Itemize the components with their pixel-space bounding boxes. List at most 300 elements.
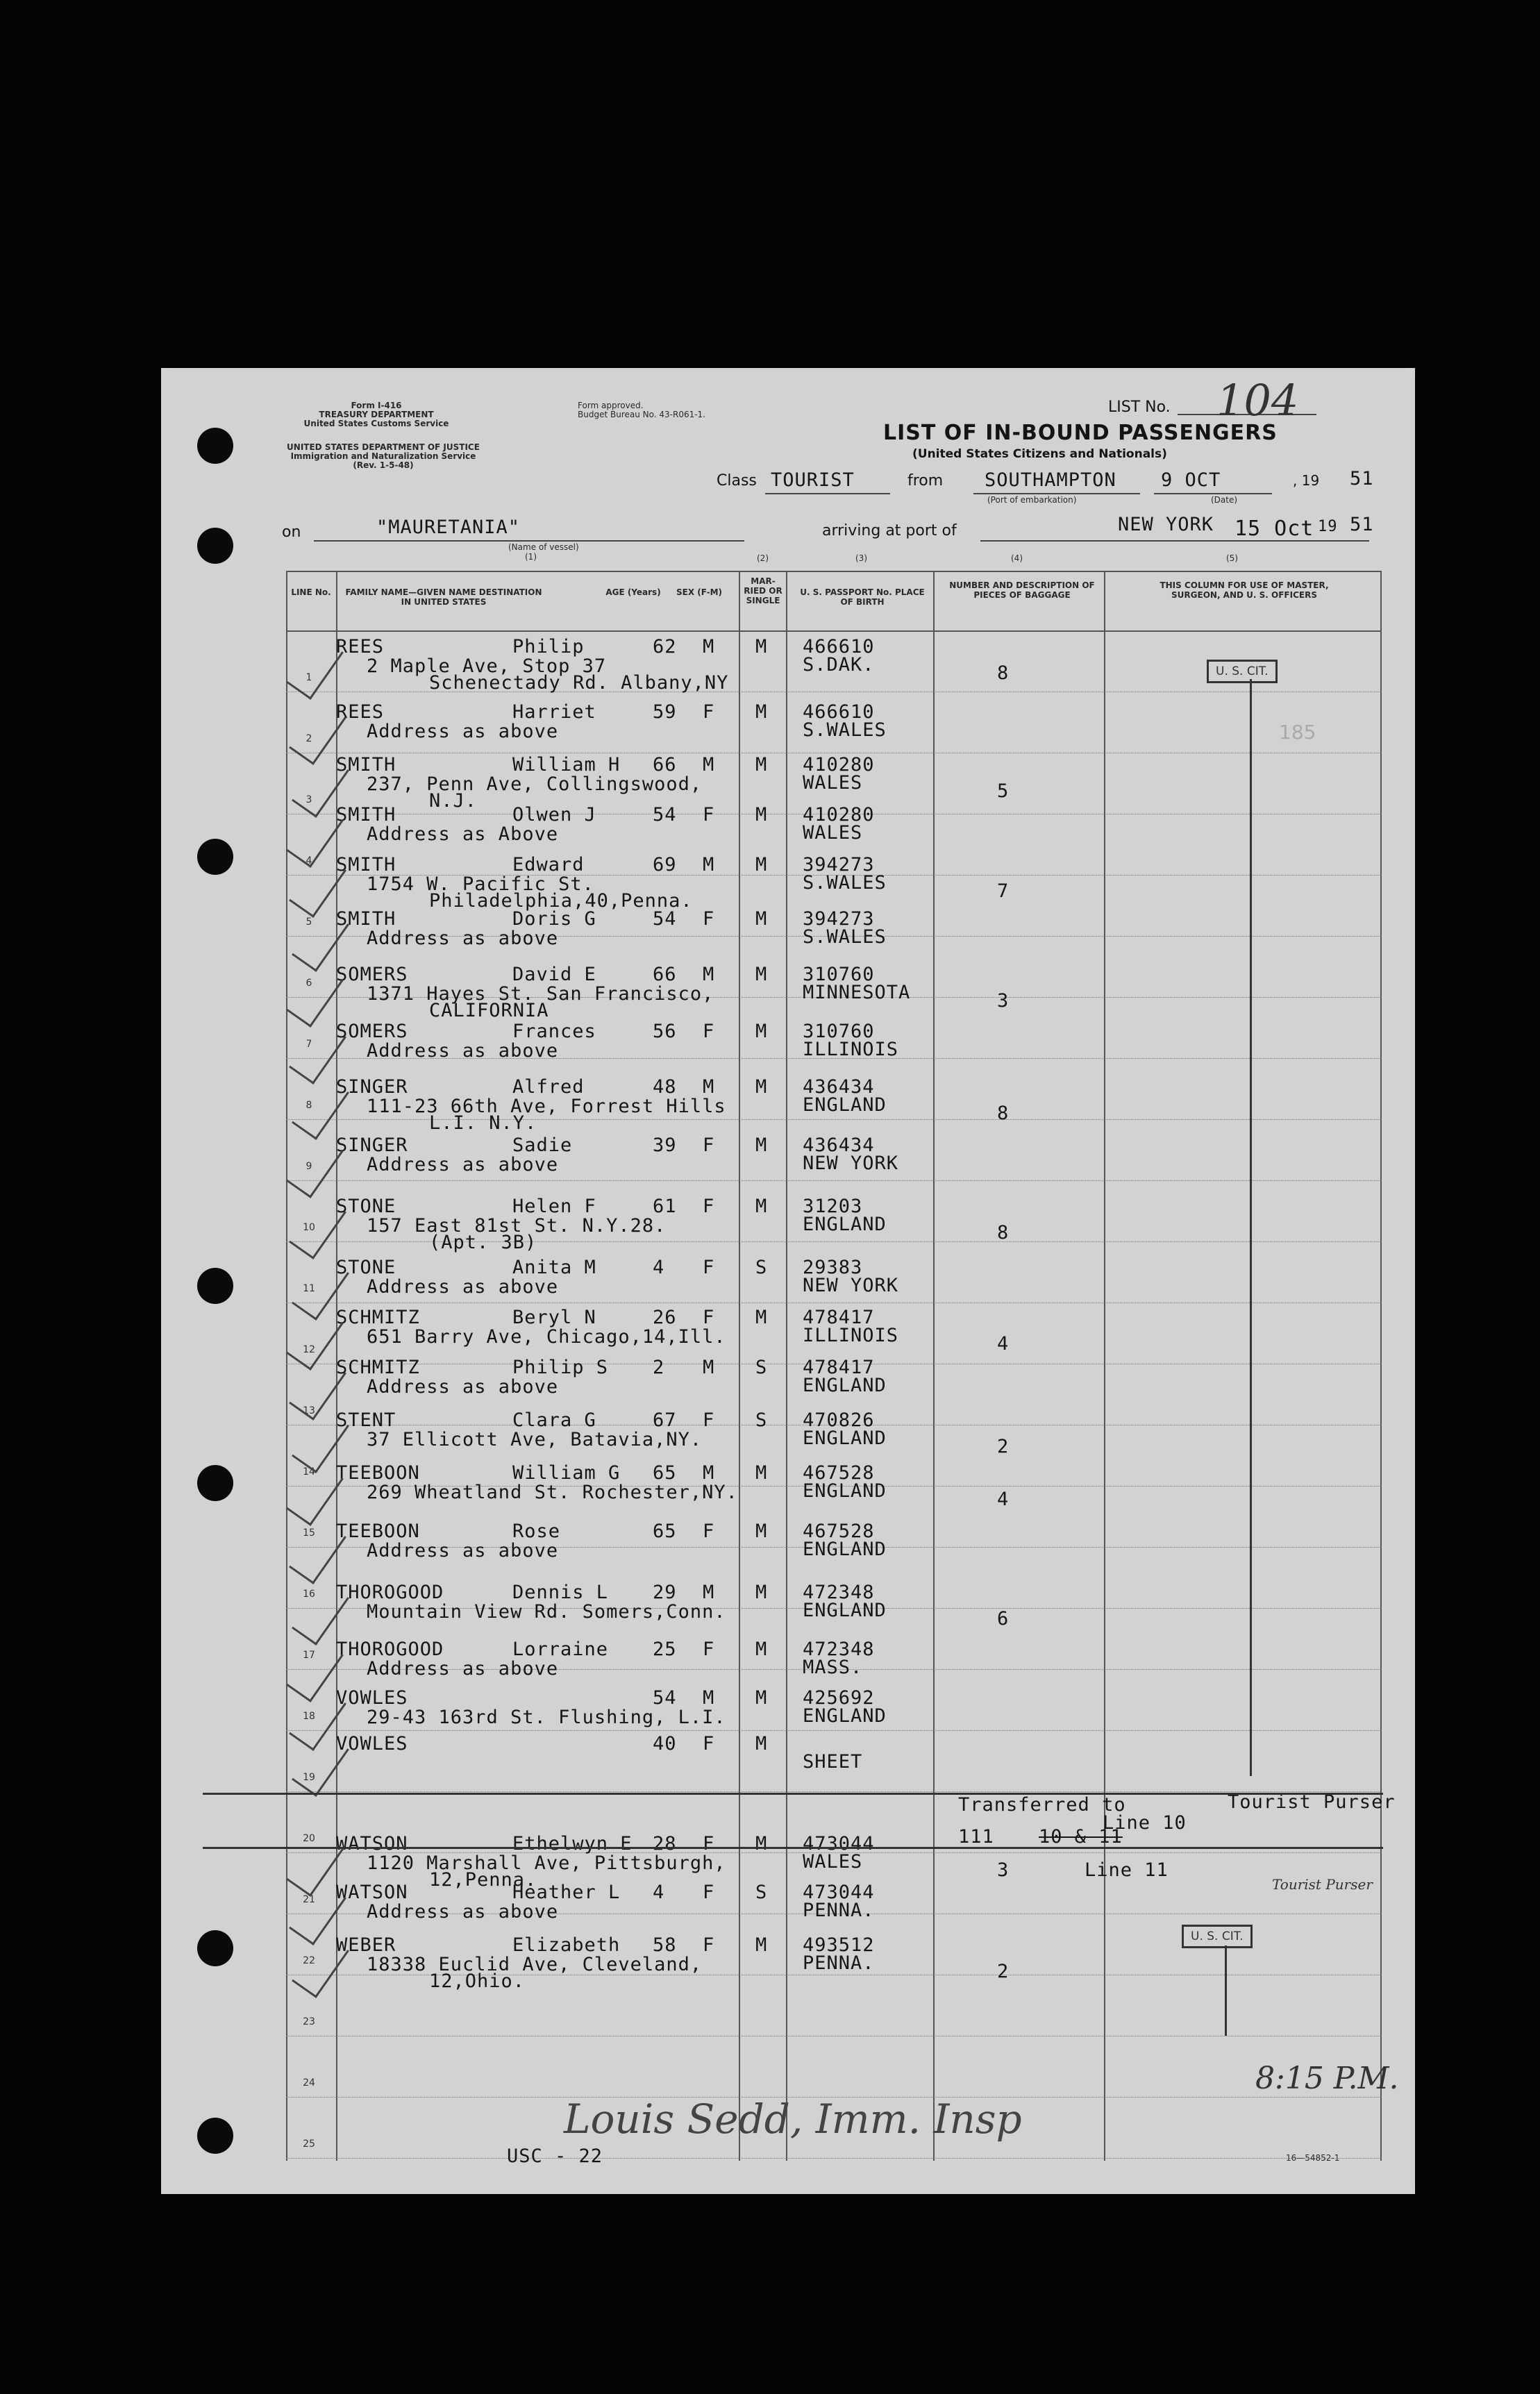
- passenger-sex: F: [703, 1307, 715, 1328]
- passenger-family-name: REES: [336, 701, 385, 723]
- passenger-sex: M: [703, 754, 715, 776]
- passenger-sex: F: [703, 1833, 715, 1855]
- passenger-marital-status: S: [755, 1882, 768, 1903]
- line-number: 21: [303, 1894, 315, 1905]
- passenger-sex: F: [703, 804, 715, 826]
- check-mark-icon: [286, 635, 344, 700]
- passenger-sex: M: [703, 964, 715, 985]
- passenger-age: 28: [653, 1833, 677, 1855]
- passport-number: 467528: [803, 1521, 875, 1542]
- passenger-given-name: Doris G: [512, 908, 596, 930]
- baggage-count: 8: [997, 662, 1010, 684]
- line-number: 15: [303, 1527, 315, 1539]
- place-of-birth: S.WALES: [803, 719, 887, 741]
- faint-number: 185: [1279, 721, 1316, 744]
- place-of-birth: PENNA.: [803, 1952, 875, 1974]
- passenger-age: 59: [653, 701, 677, 723]
- passenger-given-name: Helen F: [512, 1196, 596, 1217]
- passenger-sex: F: [703, 1135, 715, 1156]
- passenger-marital-status: M: [755, 1076, 768, 1098]
- col-header-baggage: NUMBER AND DESCRIPTION OF PIECES OF BAGGAGE: [949, 580, 1095, 600]
- row-divider: [286, 2158, 1382, 2159]
- passenger-family-name: TEEBOON: [336, 1521, 420, 1542]
- destination-address: 1120 Marshall Ave, Pittsburgh,: [367, 1852, 726, 1874]
- destination-address-line2: N.J.: [429, 790, 478, 812]
- transfer-purser: Tourist Purser: [1228, 1791, 1396, 1813]
- passenger-given-name: Harriet: [512, 701, 596, 723]
- arrival-year-prefix: 19: [1318, 518, 1338, 535]
- us-citizen-stamp: U. S. CIT.: [1207, 660, 1278, 683]
- punch-hole: [197, 1930, 233, 1966]
- passenger-age: 58: [653, 1934, 677, 1956]
- from-label: from: [907, 472, 944, 489]
- line-number: 16: [303, 1589, 315, 1600]
- us-citizen-stamp: U. S. CIT.: [1182, 1925, 1253, 1948]
- destination-address-line2: Schenectady Rd. Albany,NY: [429, 672, 729, 694]
- passenger-marital-status: M: [755, 701, 768, 723]
- passenger-given-name: William G: [512, 1462, 621, 1484]
- stamp-bracket-line: [1225, 1945, 1227, 2036]
- baggage-count: 8: [997, 1103, 1010, 1124]
- passenger-marital-status: M: [755, 908, 768, 930]
- line-number: 7: [306, 1039, 312, 1050]
- passenger-sex: F: [703, 1021, 715, 1042]
- baggage-count: 5: [997, 780, 1010, 802]
- arrival-date: 15 Oct: [1234, 517, 1314, 541]
- port-of-embarkation: SOUTHAMPTON: [985, 469, 1116, 491]
- passenger-sex: M: [703, 1076, 715, 1098]
- port-caption: (Port of embarkation): [987, 495, 1077, 505]
- class-label: Class: [717, 472, 757, 489]
- line-number: 10: [303, 1222, 315, 1233]
- passenger-family-name: SINGER: [336, 1076, 408, 1098]
- passport-number: 473044: [803, 1882, 875, 1903]
- passenger-family-name: SOMERS: [336, 964, 408, 985]
- line-number: 17: [303, 1650, 315, 1661]
- place-of-birth: MASS.: [803, 1657, 863, 1678]
- passport-number: 394273: [803, 908, 875, 930]
- line-number: 20: [303, 1833, 315, 1844]
- col-header-officers: THIS COLUMN FOR USE OF MASTER, SURGEON, AND U. S. OFFICERS: [1160, 580, 1329, 600]
- line-number: 3: [306, 794, 312, 805]
- passenger-sex: F: [703, 908, 715, 930]
- place-of-birth: ENGLAND: [803, 1539, 887, 1560]
- passenger-given-name: Sadie: [512, 1135, 573, 1156]
- date-caption: (Date): [1211, 495, 1238, 505]
- passenger-age: 54: [653, 908, 677, 930]
- passenger-age: 4: [653, 1257, 665, 1278]
- page-title: LIST OF IN-BOUND PASSENGERS: [883, 421, 1278, 445]
- passenger-given-name: Clara G: [512, 1409, 596, 1431]
- baggage-count: 2: [997, 1436, 1010, 1457]
- passport-number: 310760: [803, 964, 875, 985]
- transfer-line11: Line 11: [1085, 1859, 1169, 1881]
- page-subtitle: (United States Citizens and Nationals): [912, 447, 1167, 461]
- passenger-marital-status: M: [755, 1135, 768, 1156]
- col-header-age: AGE (Years): [605, 587, 661, 597]
- passenger-marital-status: M: [755, 1833, 768, 1855]
- passenger-sex: F: [703, 1409, 715, 1431]
- passenger-age: 39: [653, 1135, 677, 1156]
- destination-address: Address as above: [367, 1540, 559, 1562]
- place-of-birth: WALES: [803, 772, 863, 794]
- destination-address: Address as above: [367, 1276, 559, 1298]
- manifest-page: [161, 368, 1415, 2194]
- destination-address-line2: CALIFORNIA: [429, 1000, 549, 1021]
- passenger-age: 65: [653, 1521, 677, 1542]
- destination-address-line2: L.I. N.Y.: [429, 1112, 537, 1134]
- place-of-birth: WALES: [803, 822, 863, 844]
- passenger-sex: F: [703, 1639, 715, 1660]
- passenger-marital-status: S: [755, 1257, 768, 1278]
- passenger-given-name: Philip: [512, 636, 585, 658]
- justice-block: UNITED STATES DEPARTMENT OF JUSTICE Immigration and Naturalization Service (Rev. 1-5-48): [287, 442, 480, 470]
- inspector-signature: Louis Sedd, Imm. Insp: [564, 2095, 1022, 2143]
- passenger-marital-status: M: [755, 804, 768, 826]
- passenger-age: 66: [653, 754, 677, 776]
- line-number: 6: [306, 978, 312, 989]
- transfer-text: Transferred to: [958, 1794, 1126, 1816]
- destination-address: 237, Penn Ave, Collingswood,: [367, 773, 703, 795]
- place-of-birth: MINNESOTA: [803, 982, 911, 1003]
- passenger-family-name: SOMERS: [336, 1021, 408, 1042]
- place-of-birth: PENNA.: [803, 1900, 875, 1921]
- passenger-sex: F: [703, 1934, 715, 1956]
- punch-hole: [197, 528, 233, 564]
- passenger-sex: M: [703, 1582, 715, 1603]
- passenger-sex: M: [703, 854, 715, 876]
- destination-address-line2: (Apt. 3B): [429, 1232, 537, 1253]
- passport-number: 472348: [803, 1582, 875, 1603]
- passenger-given-name: Alfred: [512, 1076, 585, 1098]
- baggage-count: 3: [997, 990, 1010, 1012]
- destination-address: Mountain View Rd. Somers,Conn.: [367, 1601, 726, 1623]
- strike-line: [203, 1793, 1383, 1795]
- passenger-marital-status: M: [755, 636, 768, 658]
- passenger-age: 48: [653, 1076, 677, 1098]
- passenger-marital-status: M: [755, 1462, 768, 1484]
- punch-hole: [197, 428, 233, 464]
- passenger-marital-status: M: [755, 754, 768, 776]
- destination-address: 37 Ellicott Ave, Batavia,NY.: [367, 1429, 703, 1450]
- col-header-married: MAR-RIED OR SINGLE: [744, 576, 782, 605]
- row-divider: [286, 1730, 1382, 1731]
- passenger-age: 65: [653, 1462, 677, 1484]
- destination-address: 269 Wheatland St. Rochester,NY.: [367, 1482, 738, 1503]
- baggage-count: 4: [997, 1489, 1010, 1510]
- passenger-family-name: THOROGOOD: [336, 1639, 444, 1660]
- print-code: 16—54852-1: [1286, 2153, 1340, 2163]
- passport-number: 466610: [803, 636, 875, 658]
- destination-address: 1371 Hayes St. San Francisco,: [367, 983, 714, 1005]
- destination-address: 651 Barry Ave, Chicago,14,Ill.: [367, 1326, 726, 1348]
- passenger-family-name: WATSON: [336, 1833, 408, 1855]
- passport-number: 29383: [803, 1257, 863, 1278]
- passenger-marital-status: S: [755, 1357, 768, 1378]
- passenger-marital-status: M: [755, 1196, 768, 1217]
- line-number: 24: [303, 2077, 315, 2089]
- passenger-marital-status: M: [755, 1687, 768, 1709]
- passenger-sex: M: [703, 636, 715, 658]
- embark-year: 51: [1350, 468, 1374, 489]
- destination-address: 29-43 163rd St. Flushing, L.I.: [367, 1707, 726, 1728]
- line-number: 1: [306, 672, 312, 683]
- transfer-hand-note: Tourist Purser: [1272, 1876, 1373, 1893]
- passenger-sex: F: [703, 1882, 715, 1903]
- punch-hole: [197, 1465, 233, 1501]
- vessel-name: "MAURETANIA": [376, 517, 521, 538]
- passenger-marital-status: M: [755, 1521, 768, 1542]
- on-label: on: [282, 524, 301, 541]
- check-mark-icon: [286, 963, 344, 1028]
- passenger-given-name: Philip S: [512, 1357, 609, 1378]
- passenger-marital-status: M: [755, 1307, 768, 1328]
- colnum-2: (2): [757, 553, 769, 563]
- row-divider: [286, 1791, 1382, 1792]
- approval-block: Form approved. Budget Bureau No. 43-R061-1.: [578, 401, 705, 419]
- passenger-marital-status: M: [755, 1934, 768, 1956]
- passport-number: 470826: [803, 1409, 875, 1431]
- passenger-age: 62: [653, 636, 677, 658]
- passenger-age: 26: [653, 1307, 677, 1328]
- passport-number: 436434: [803, 1076, 875, 1098]
- place-of-birth: ILLINOIS: [803, 1325, 899, 1346]
- passenger-sex: F: [703, 1521, 715, 1542]
- passenger-given-name: Olwen J: [512, 804, 596, 826]
- place-of-birth: WALES: [803, 1851, 863, 1873]
- passenger-marital-status: M: [755, 1733, 768, 1755]
- check-mark-icon: [286, 1638, 344, 1702]
- passport-number: 478417: [803, 1307, 875, 1328]
- line-number: 5: [306, 916, 312, 928]
- destination-address: Address as above: [367, 721, 559, 742]
- passport-number: 472348: [803, 1639, 875, 1660]
- footer-code: USC - 22: [507, 2145, 603, 2167]
- destination-address: Address as above: [367, 1376, 559, 1398]
- destination-address: Address as above: [367, 1040, 559, 1062]
- place-of-birth: ENGLAND: [803, 1705, 887, 1727]
- place-of-birth: NEW YORK: [803, 1153, 899, 1174]
- passenger-sex: F: [703, 1733, 715, 1755]
- transfer-number: 111: [958, 1826, 994, 1848]
- passenger-sex: M: [703, 1462, 715, 1484]
- place-of-birth: ENGLAND: [803, 1428, 887, 1449]
- place-of-birth: ENGLAND: [803, 1094, 887, 1116]
- baggage-count: 4: [997, 1333, 1010, 1355]
- passport-number: 436434: [803, 1135, 875, 1156]
- place-of-birth: NEW YORK: [803, 1275, 899, 1296]
- passenger-marital-status: S: [755, 1409, 768, 1431]
- stamp-bracket-line: [1250, 679, 1252, 1776]
- destination-address: 2 Maple Ave, Stop 37: [367, 655, 607, 677]
- passenger-family-name: STONE: [336, 1257, 396, 1278]
- passenger-family-name: STENT: [336, 1409, 396, 1431]
- class-value: TOURIST: [771, 469, 855, 491]
- passport-number: 493512: [803, 1934, 875, 1956]
- passenger-given-name: Ethelwyn E: [512, 1833, 633, 1855]
- passenger-given-name: David E: [512, 964, 596, 985]
- passport-number: 473044: [803, 1833, 875, 1855]
- passenger-age: 67: [653, 1409, 677, 1431]
- passenger-family-name: SCHMITZ: [336, 1307, 420, 1328]
- destination-address: 157 East 81st St. N.Y.28.: [367, 1215, 667, 1237]
- line-number: 12: [303, 1344, 315, 1355]
- colnum-5: (5): [1226, 553, 1238, 563]
- passenger-given-name: Frances: [512, 1021, 596, 1042]
- destination-address: Address as above: [367, 1658, 559, 1680]
- passenger-family-name: WEBER: [336, 1934, 396, 1956]
- place-of-birth: ILLINOIS: [803, 1039, 899, 1060]
- line-number: 23: [303, 2016, 315, 2027]
- passenger-given-name: Elizabeth: [512, 1934, 621, 1956]
- passport-number: 410280: [803, 804, 875, 826]
- passenger-marital-status: M: [755, 1582, 768, 1603]
- embark-date: 9 OCT: [1161, 469, 1221, 491]
- arriving-label: arriving at port of: [822, 522, 957, 539]
- destination-address-line2: 12,Penna.: [429, 1869, 537, 1891]
- line-number: 11: [303, 1283, 315, 1294]
- passenger-given-name: Anita M: [512, 1257, 596, 1278]
- passenger-family-name: SMITH: [336, 754, 396, 776]
- year-prefix: , 19: [1293, 472, 1320, 489]
- passenger-given-name: Heather L: [512, 1882, 621, 1903]
- line-number: 14: [303, 1466, 315, 1478]
- col-header-line-no: LINE No.: [291, 587, 331, 597]
- passenger-marital-status: M: [755, 964, 768, 985]
- passport-number: 467528: [803, 1462, 875, 1484]
- line-number: 18: [303, 1711, 315, 1722]
- place-of-birth: S.WALES: [803, 872, 887, 894]
- passenger-family-name: TEEBOON: [336, 1462, 420, 1484]
- passenger-age: 61: [653, 1196, 677, 1217]
- passenger-age: 56: [653, 1021, 677, 1042]
- passenger-age: 69: [653, 854, 677, 876]
- place-of-birth: ENGLAND: [803, 1480, 887, 1502]
- passport-number: 425692: [803, 1687, 875, 1709]
- passenger-given-name: Lorraine: [512, 1639, 609, 1660]
- colnum-3: (3): [855, 553, 867, 563]
- line-number: 4: [306, 855, 312, 867]
- line-number: 9: [306, 1161, 312, 1172]
- line-number: 25: [303, 2138, 315, 2150]
- punch-hole: [197, 839, 233, 875]
- destination-address: Address as above: [367, 1901, 559, 1923]
- row-divider: [286, 1180, 1382, 1181]
- vessel-colnum: (1): [525, 552, 537, 562]
- passenger-given-name: Rose: [512, 1521, 561, 1542]
- vessel-caption: (Name of vessel): [508, 542, 579, 552]
- baggage-count: 8: [997, 1222, 1010, 1244]
- baggage-count: 2: [997, 1961, 1010, 1982]
- passenger-given-name: Beryl N: [512, 1307, 596, 1328]
- place-of-birth: S.WALES: [803, 926, 887, 948]
- passport-number: 478417: [803, 1357, 875, 1378]
- destination-address: Address as above: [367, 1154, 559, 1175]
- line-number: 19: [303, 1772, 315, 1783]
- passenger-age: 2: [653, 1357, 665, 1378]
- punch-hole: [197, 1268, 233, 1304]
- passenger-sex: M: [703, 1687, 715, 1709]
- destination-address: Address as above: [367, 928, 559, 949]
- arrival-year: 51: [1350, 514, 1374, 535]
- destination-address-line2: 12,Ohio.: [429, 1970, 526, 1992]
- list-no-label: LIST No.: [1108, 399, 1171, 416]
- destination-address: Address as Above: [367, 823, 559, 845]
- passenger-given-name: Edward: [512, 854, 585, 876]
- line-number: 13: [303, 1405, 315, 1416]
- line-number: 22: [303, 1955, 315, 1966]
- destination-address-line2: Philadelphia,40,Penna.: [429, 890, 693, 912]
- passenger-sex: M: [703, 1357, 715, 1378]
- transfer-line10: Line 10: [1103, 1812, 1187, 1834]
- passenger-family-name: STONE: [336, 1196, 396, 1217]
- line-number: 2: [306, 733, 312, 744]
- col-header-name: FAMILY NAME—GIVEN NAME DESTINATION IN UNITED STATES: [345, 587, 542, 607]
- transfer-struck-lines: 10 & 11: [1039, 1826, 1123, 1848]
- passport-number: 466610: [803, 701, 875, 723]
- destination-address: 18338 Euclid Ave, Cleveland,: [367, 1954, 703, 1975]
- place-of-birth: SHEET: [803, 1751, 863, 1773]
- passenger-family-name: SCHMITZ: [336, 1357, 420, 1378]
- passenger-sex: F: [703, 701, 715, 723]
- arrival-port: NEW YORK: [1118, 514, 1214, 535]
- passenger-age: 29: [653, 1582, 677, 1603]
- place-of-birth: ENGLAND: [803, 1375, 887, 1396]
- passenger-age: 4: [653, 1882, 665, 1903]
- check-mark-icon: [286, 1306, 344, 1371]
- passport-number: 394273: [803, 854, 875, 876]
- passenger-family-name: THOROGOOD: [336, 1582, 444, 1603]
- passenger-age: 66: [653, 964, 677, 985]
- baggage-count: 6: [997, 1608, 1010, 1630]
- strike-line: [203, 1847, 1383, 1849]
- list-no-value: 104: [1216, 375, 1299, 426]
- passenger-given-name: Dennis L: [512, 1582, 609, 1603]
- passenger-family-name: SMITH: [336, 854, 396, 876]
- passenger-marital-status: M: [755, 854, 768, 876]
- passport-number: 310760: [803, 1021, 875, 1042]
- passenger-sex: F: [703, 1257, 715, 1278]
- col-header-sex: SEX (F-M): [676, 587, 722, 597]
- passenger-family-name: SINGER: [336, 1135, 408, 1156]
- colnum-4: (4): [1011, 553, 1023, 563]
- passenger-family-name: WATSON: [336, 1882, 408, 1903]
- passport-number: 31203: [803, 1196, 863, 1217]
- baggage-count: 3: [997, 1859, 1010, 1881]
- passenger-family-name: SMITH: [336, 908, 396, 930]
- line-number: 8: [306, 1100, 312, 1111]
- passenger-age: 25: [653, 1639, 677, 1660]
- place-of-birth: ENGLAND: [803, 1214, 887, 1235]
- destination-address: 1754 W. Pacific St.: [367, 873, 594, 895]
- punch-hole: [197, 2118, 233, 2154]
- passenger-family-name: REES: [336, 636, 385, 658]
- passenger-age: 54: [653, 1687, 677, 1709]
- passenger-family-name: VOWLES: [336, 1733, 408, 1755]
- place-of-birth: ENGLAND: [803, 1600, 887, 1621]
- time-note: 8:15 P.M.: [1255, 2061, 1399, 2096]
- form-block: Form I-416 TREASURY DEPARTMENT United States Customs Service: [303, 401, 449, 428]
- destination-address: 111-23 66th Ave, Forrest Hills: [367, 1096, 726, 1117]
- passenger-given-name: William H: [512, 754, 621, 776]
- baggage-count: 7: [997, 880, 1010, 902]
- passenger-age: 54: [653, 804, 677, 826]
- passenger-family-name: VOWLES: [336, 1687, 408, 1709]
- passport-number: 410280: [803, 754, 875, 776]
- passenger-marital-status: M: [755, 1021, 768, 1042]
- passenger-family-name: SMITH: [336, 804, 396, 826]
- place-of-birth: S.DAK.: [803, 654, 875, 676]
